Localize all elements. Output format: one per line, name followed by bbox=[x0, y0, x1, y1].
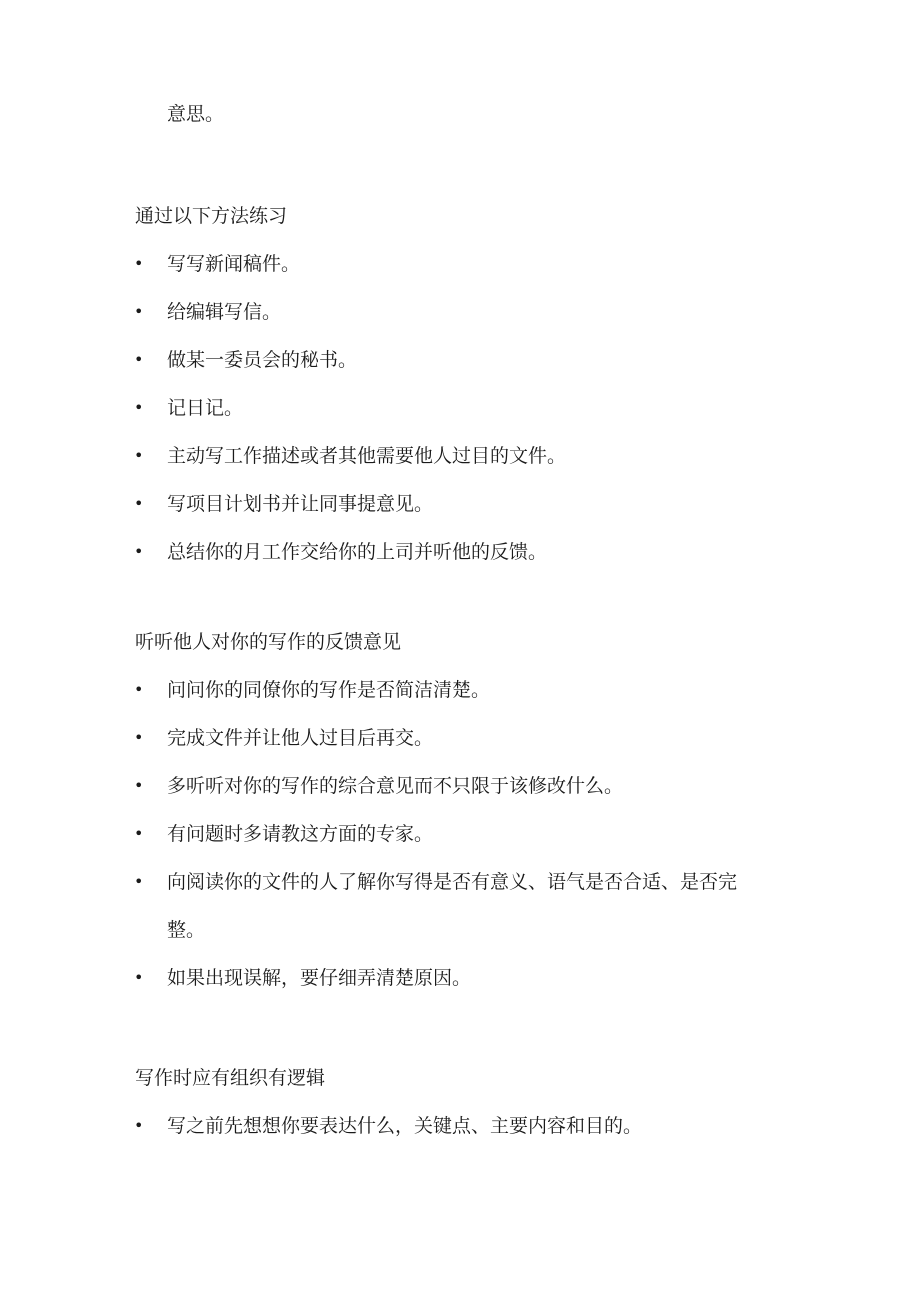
section-heading: 听听他人对你的写作的反馈意见 bbox=[135, 631, 402, 653]
bullet-list bbox=[0, 1113, 920, 1161]
bullet-icon: • bbox=[134, 968, 144, 987]
section-heading: 写作时应有组织有逻辑 bbox=[135, 1067, 326, 1089]
section-heading: 通过以下方法练习 bbox=[135, 205, 288, 227]
list-item-text: 总结你的月工作交给你的上司并听他的反馈。 bbox=[167, 541, 548, 563]
bullet-icon: • bbox=[134, 824, 144, 843]
bullet-icon: • bbox=[134, 302, 144, 321]
list-item-text: 写项目计划书并让同事提意见。 bbox=[167, 493, 434, 515]
list-item-text: 完成文件并让他人过目后再交。 bbox=[167, 727, 434, 749]
list-item bbox=[0, 725, 920, 773]
list-item bbox=[0, 677, 920, 725]
continuation-text: 意思。 bbox=[167, 103, 225, 125]
list-item-text: 问问你的同僚你的写作是否简洁清楚。 bbox=[167, 679, 491, 701]
bullet-list bbox=[0, 251, 920, 587]
list-item bbox=[0, 443, 920, 491]
list-item-text: 写写新闻稿件。 bbox=[167, 253, 301, 275]
list-item bbox=[0, 539, 920, 587]
list-item-text: 有问题时多请教这方面的专家。 bbox=[167, 823, 434, 845]
list-item-text: 向阅读你的文件的人了解你写得是否有意义、语气是否合适、是否完整。 bbox=[167, 871, 738, 941]
list-item-text: 记日记。 bbox=[167, 397, 244, 419]
bullet-icon: • bbox=[134, 542, 144, 561]
list-item bbox=[0, 869, 920, 965]
bullet-icon: • bbox=[134, 872, 144, 891]
list-item-text: 如果出现误解，要仔细弄清楚原因。 bbox=[167, 967, 472, 989]
list-item bbox=[0, 491, 920, 539]
bullet-icon: • bbox=[134, 776, 144, 795]
bullet-icon: • bbox=[134, 254, 144, 273]
list-item bbox=[0, 965, 920, 1013]
bullet-icon: • bbox=[134, 728, 144, 747]
list-item bbox=[0, 1113, 920, 1161]
list-item-text: 写之前先想想你要表达什么，关键点、主要内容和目的。 bbox=[167, 1115, 643, 1137]
bullet-icon: • bbox=[134, 398, 144, 417]
list-item-text: 主动写工作描述或者其他需要他人过目的文件。 bbox=[167, 445, 567, 467]
list-item bbox=[0, 395, 920, 443]
bullet-icon: • bbox=[134, 680, 144, 699]
list-item bbox=[0, 773, 920, 821]
bullet-icon: • bbox=[134, 446, 144, 465]
list-item-text: 做某一委员会的秘书。 bbox=[167, 349, 358, 371]
bullet-list bbox=[0, 677, 920, 1013]
list-item bbox=[0, 347, 920, 395]
bullet-icon: • bbox=[134, 350, 144, 369]
list-item-text: 给编辑写信。 bbox=[167, 301, 282, 323]
bullet-icon: • bbox=[134, 494, 144, 513]
list-item-text: 多听听对你的写作的综合意见而不只限于该修改什么。 bbox=[167, 775, 624, 797]
list-item bbox=[0, 251, 920, 299]
list-item bbox=[0, 299, 920, 347]
bullet-icon: • bbox=[134, 1116, 144, 1135]
